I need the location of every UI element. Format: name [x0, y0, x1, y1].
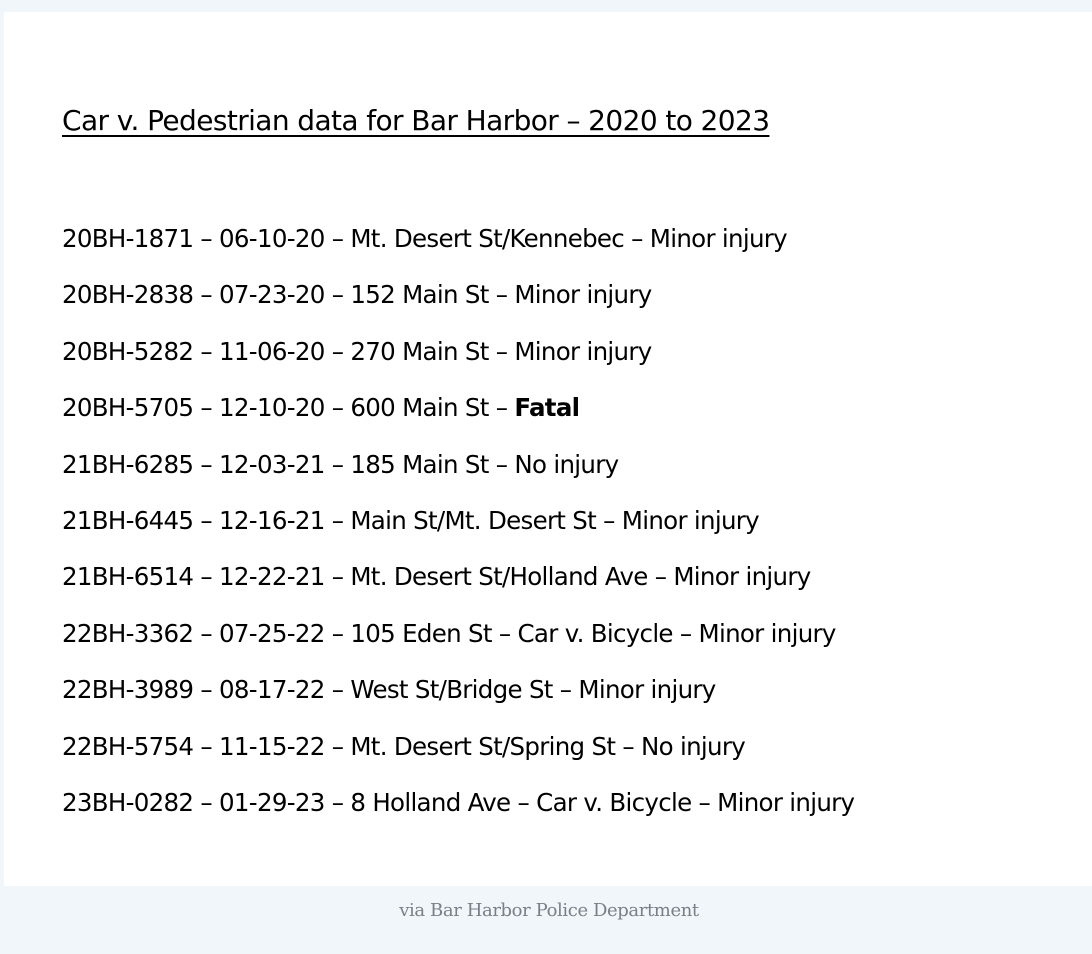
incident-item: 23BH-0282 – 01-29-23 – 8 Holland Ave – Car v. Bicycle – Minor injury	[62, 787, 855, 817]
incident-item: 20BH-2838 – 07-23-20 – 152 Main St – Minor injury	[62, 280, 652, 310]
fatal-label: Fatal	[514, 393, 580, 423]
incident-item	[62, 391, 854, 447]
incident-item: 20BH-1871 – 06-10-20 – Mt. Desert St/Kennebec – Minor injury	[62, 224, 787, 253]
incident-item: 21BH-6285 – 12-03-21 – 185 Main St – No injury	[62, 449, 619, 479]
incident-item: 20BH-5282 – 11-06-20 – 270 Main St – Minor injury	[62, 336, 652, 366]
incident-item: 22BH-3362 – 07-25-22 – 105 Eden St – Car v. Bicycle – Minor injury	[62, 618, 836, 648]
incident-text: 20BH-5705 – 12-10-20 – 600 Main St –	[62, 393, 515, 423]
incident-item: 22BH-3989 – 08-17-22 – West St/Bridge St – Minor injury	[62, 675, 716, 705]
document-title: Car v. Pedestrian data for Bar Harbor – 2020 to 2023	[62, 104, 770, 137]
document-image	[4, 12, 1092, 886]
incident-item: 21BH-6514 – 12-22-21 – Mt. Desert St/Holland Ave – Minor injury	[62, 562, 811, 592]
incident-item: 22BH-5754 – 11-15-22 – Mt. Desert St/Spring St – No injury	[62, 731, 746, 761]
image-caption: via Bar Harbor Police Department	[399, 900, 699, 921]
incident-item: 21BH-6445 – 12-16-21 – Main St/Mt. Desert St – Minor injury	[62, 505, 759, 535]
incident-list	[62, 222, 854, 842]
